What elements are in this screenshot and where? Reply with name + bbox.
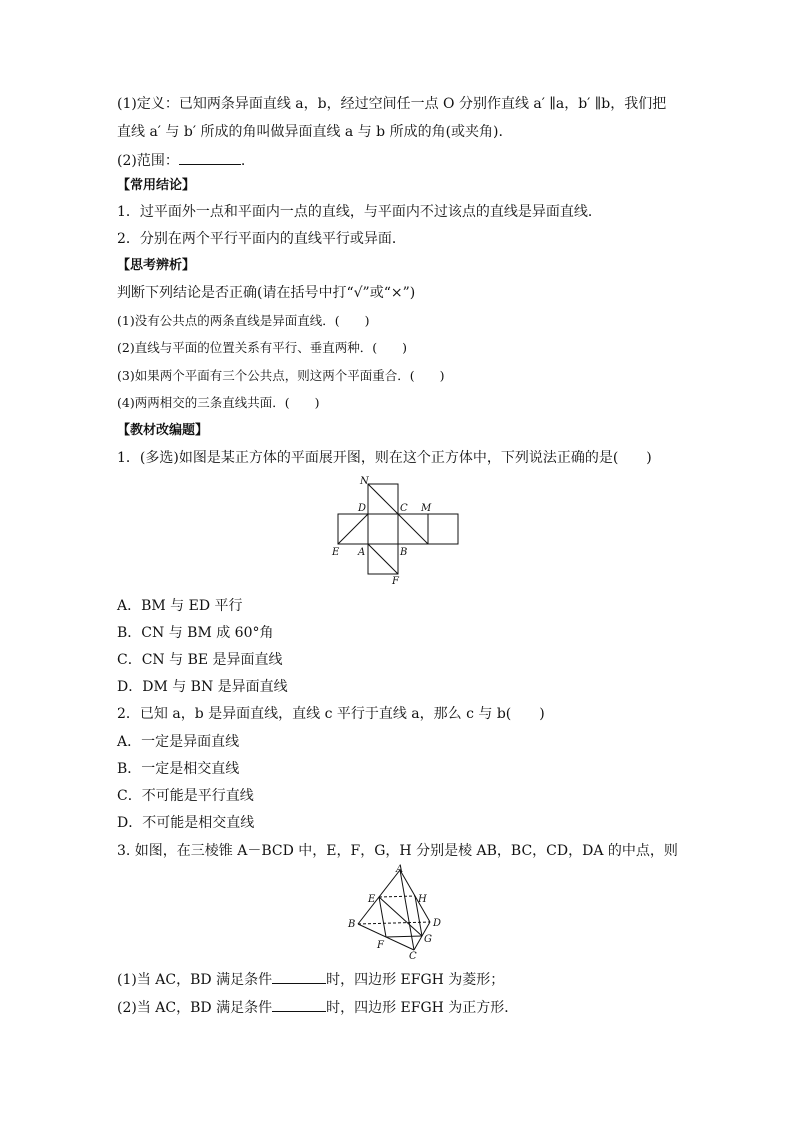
q2-option-c: C．不可能是平行直线 <box>117 788 254 804</box>
range-line <box>117 150 245 171</box>
label-d: D <box>433 918 442 929</box>
thinking-item-3: (3)如果两个平面有三个公共点，则这两个平面重合．( ) <box>117 368 445 383</box>
label-d: D <box>358 503 367 514</box>
q1-option-d: D．DM 与 BN 是异面直线 <box>117 679 288 695</box>
label-h: H <box>418 894 427 905</box>
q3-part-2-prefix: (2)当 AC，BD 满足条件 <box>117 1000 273 1016</box>
q3-part-1 <box>117 969 504 990</box>
thinking-heading: 【思考辨析】 <box>117 258 196 273</box>
label-e: E <box>332 547 340 558</box>
label-c: C <box>400 503 408 514</box>
definition-line-1: (1)定义：已知两条异面直线 a，b，经过空间任一点 O 分别作直线 a′ ∥a，b′ ∥b，我们把 <box>117 96 667 112</box>
q3-stem: 3. 如图，在三棱锥 A－BCD 中，E，F，G，H 分别是棱 AB，BC，CD，DA 的中点，则 <box>117 843 678 859</box>
q1-option-c: C．CN 与 BE 是异面直线 <box>117 652 283 668</box>
common-item-2: 2．分别在两个平行平面内的直线平行或异面． <box>117 231 406 247</box>
q1-stem: 1．(多选)如图是某正方体的平面展开图，则在这个正方体中，下列说法正确的是( ) <box>117 450 652 466</box>
q3-part-2 <box>117 997 518 1018</box>
definition-line-2: 直线 a′ 与 b′ 所成的角叫做异面直线 a 与 b 所成的角(或夹角). <box>117 124 503 140</box>
label-m: M <box>421 503 432 514</box>
q2-stem: 2．已知 a，b 是异面直线，直线 c 平行于直线 a，那么 c 与 b( ) <box>117 706 545 722</box>
label-e: E <box>368 894 376 905</box>
label-b: B <box>400 547 408 558</box>
label-n: N <box>360 476 369 487</box>
tetrahedron-figure <box>342 864 452 960</box>
label-f: F <box>377 940 384 951</box>
thinking-item-2: (2)直线与平面的位置关系有平行、垂直两种．( ) <box>117 340 407 355</box>
range-blank[interactable] <box>179 150 241 165</box>
q3-part-1-suffix: 时，四边形 EFGH 为菱形； <box>326 972 505 988</box>
thinking-intro: 判断下列结论是否正确(请在括号中打“√”或“×”) <box>117 285 416 301</box>
common-heading: 【常用结论】 <box>117 178 196 193</box>
q2-option-a: A．一定是异面直线 <box>117 734 240 750</box>
q2-option-b: B．一定是相交直线 <box>117 761 240 777</box>
q3-part-1-blank[interactable] <box>272 969 326 984</box>
label-b: B <box>348 919 356 930</box>
label-c: C <box>409 951 417 960</box>
label-g: G <box>424 934 432 945</box>
label-a: A <box>358 547 366 558</box>
range-prefix: (2)范围： <box>117 153 179 169</box>
q2-option-d: D．不可能是相交直线 <box>117 815 255 831</box>
label-f: F <box>392 576 399 587</box>
q1-option-a: A．BM 与 ED 平行 <box>117 598 243 614</box>
thinking-item-1: (1)没有公共点的两条直线是异面直线．( ) <box>117 313 370 328</box>
q1-option-b: B．CN 与 BM 成 60°角 <box>117 625 274 641</box>
thinking-item-4: (4)两两相交的三条直线共面．( ) <box>117 395 320 410</box>
range-suffix: . <box>240 153 246 169</box>
common-item-1: 1．过平面外一点和平面内一点的直线，与平面内不过该点的直线是异面直线． <box>117 204 602 220</box>
textbook-heading: 【教材改编题】 <box>117 423 209 438</box>
q3-part-2-suffix: 时，四边形 EFGH 为正方形． <box>326 1000 519 1016</box>
label-a: A <box>396 864 404 875</box>
q3-part-2-blank[interactable] <box>272 997 326 1012</box>
q3-part-1-prefix: (1)当 AC，BD 满足条件 <box>117 972 273 988</box>
cube-net-figure <box>328 476 464 588</box>
